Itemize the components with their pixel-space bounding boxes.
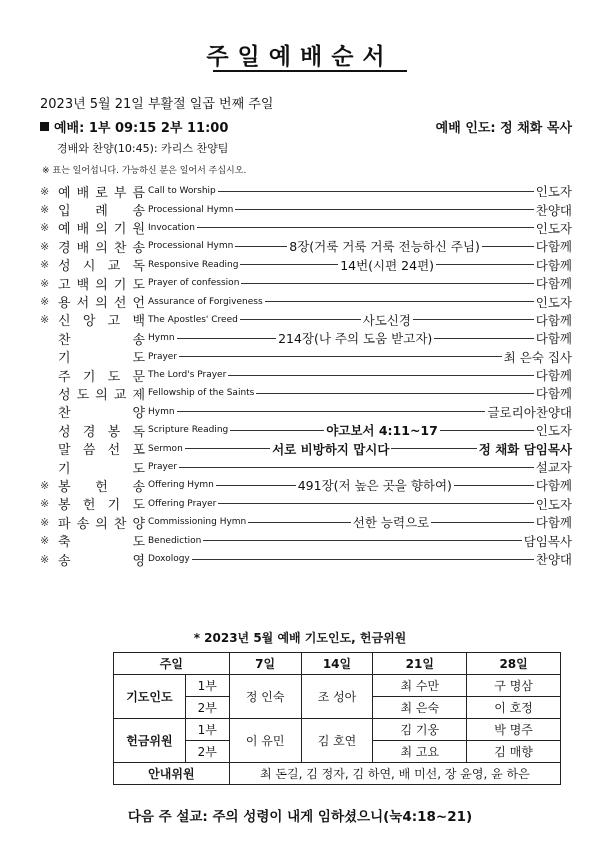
- item-responsible: 최 은숙 집사: [503, 349, 572, 365]
- standing-mark: ※: [40, 276, 50, 290]
- item-content: 214장(나 주의 도움 받고자): [278, 331, 433, 347]
- standing-mark: ※: [40, 313, 50, 327]
- order-row: [40, 531, 572, 549]
- item-responsible: 다함께: [535, 386, 572, 402]
- table-cell: 이 호정: [467, 697, 561, 719]
- order-row: [40, 403, 572, 421]
- item-responsible: 찬양대: [535, 552, 572, 567]
- order-row: [40, 200, 572, 218]
- order-row: [40, 182, 572, 200]
- leader-line: [218, 503, 533, 504]
- standing-mark: ※: [40, 203, 50, 217]
- item-content: 491장(저 높은 곳을 향하여): [297, 478, 452, 494]
- item-name: 성 시 교 독: [58, 259, 145, 275]
- order-row: [40, 495, 572, 513]
- item-name: 봉 헌 기 도: [58, 498, 145, 514]
- item-name: 축 도: [58, 535, 145, 551]
- item-responsible: 다함께: [535, 312, 573, 328]
- item-responsible: 찬양대: [535, 202, 572, 218]
- item-name: 말 씀 선 포: [58, 443, 145, 459]
- order-row: [40, 237, 572, 255]
- item-english: Commissioning Hymn: [148, 517, 247, 528]
- standing-mark: ※: [40, 497, 50, 511]
- item-name: 송 영: [58, 553, 145, 569]
- item-english: Offering Prayer: [148, 498, 217, 509]
- leader-line: [177, 411, 486, 412]
- item-english: The Apostles' Creed: [148, 314, 238, 325]
- header-cell: 7일: [229, 653, 301, 675]
- standing-mark: ※: [40, 221, 50, 235]
- item-name: 경 배 의 찬 송: [58, 240, 145, 256]
- header-cell: 28일: [467, 653, 561, 675]
- item-english: Responsive Reading: [148, 259, 239, 270]
- standing-mark: ※: [40, 184, 50, 198]
- item-english: Assurance of Forgiveness: [148, 296, 263, 307]
- item-responsible: 다함께: [535, 257, 572, 273]
- leader-line: [203, 540, 521, 541]
- item-english: Hymn: [148, 333, 175, 344]
- square-bullet-icon: [40, 122, 49, 131]
- leader-line: [440, 430, 534, 431]
- order-row: [40, 421, 572, 439]
- item-responsible: 정 채화 담임목사: [478, 441, 572, 457]
- service-label: 1부: [185, 719, 229, 741]
- order-row: [40, 476, 572, 494]
- schedule-title: * 2023년 5월 예배 기도인도, 헌금위원: [193, 631, 407, 645]
- leader-line: [218, 191, 534, 192]
- table-cell: 이 유민: [229, 719, 301, 763]
- page-title: 주일예배순서: [206, 44, 394, 70]
- item-english: Offering Hymn: [148, 480, 214, 491]
- header-cell: 주일: [114, 653, 230, 675]
- order-row: [40, 256, 572, 274]
- leader-line: [413, 319, 534, 320]
- table-cell: 김 매향: [467, 741, 561, 763]
- item-english: The Lord's Prayer: [148, 370, 227, 381]
- item-english: Hymn: [148, 406, 175, 417]
- item-english: Invocation: [148, 222, 195, 233]
- table-cell: 최 은숙: [373, 697, 467, 719]
- order-row: [40, 348, 572, 366]
- table-cell: 박 명주: [467, 719, 561, 741]
- leader-line: [248, 522, 351, 523]
- order-row: [40, 311, 572, 329]
- leader-line: [265, 301, 534, 302]
- table-cell: 최 수만: [373, 675, 467, 697]
- item-name: 기 도: [58, 351, 145, 367]
- leader-line: [482, 246, 534, 247]
- item-name: 찬 양: [58, 406, 145, 422]
- table-row: [114, 719, 561, 741]
- standing-mark: ※: [40, 534, 50, 548]
- item-english: Scripture Reading: [148, 425, 229, 436]
- leader-line: [436, 264, 534, 265]
- standing-note: ※ 표는 일어섭니다. 가능하신 분은 일어서 주십시오.: [42, 166, 247, 176]
- table-cell: 최 고요: [373, 741, 467, 763]
- item-name: 기 도: [58, 461, 145, 477]
- item-name: 예 배 의 기 원: [58, 222, 145, 238]
- item-responsible: 인도자: [535, 184, 572, 200]
- standing-mark: ※: [40, 478, 50, 492]
- praise-team: 경배와 찬양(10:45): 카리스 찬양팀: [57, 142, 229, 155]
- item-name: 예 배 로 부 름: [58, 185, 145, 201]
- item-responsible: 담임목사: [523, 533, 572, 549]
- item-english: Processional Hymn: [148, 241, 234, 252]
- order-row: [40, 384, 572, 402]
- item-content: 8장(거룩 거룩 거룩 전능하신 주님): [289, 239, 480, 255]
- standing-mark: ※: [40, 552, 50, 566]
- table-cell: 구 명삼: [467, 675, 561, 697]
- table-cell: 조 성아: [301, 675, 373, 719]
- item-name: 봉 헌 송: [58, 479, 145, 495]
- leader-line: [431, 522, 534, 523]
- item-english: Fellowship of the Saints: [148, 388, 255, 399]
- leader-line: [230, 430, 324, 431]
- item-content: 야고보서 4:11~17: [326, 423, 438, 439]
- table-row: [114, 675, 561, 697]
- standing-mark: ※: [40, 515, 50, 529]
- leader-line: [240, 264, 338, 265]
- item-english: Sermon: [148, 443, 183, 454]
- leader-line: [235, 209, 533, 210]
- item-content: 선한 능력으로: [352, 515, 430, 531]
- leader-line: [240, 319, 361, 320]
- table-cell: 정 인숙: [229, 675, 301, 719]
- item-responsible: 인도자: [535, 496, 572, 512]
- item-responsible: 다함께: [535, 515, 572, 531]
- table-row: [114, 653, 561, 675]
- schedule-table: [113, 652, 561, 785]
- item-english: Processional Hymn: [148, 204, 234, 215]
- date-line: 2023년 5월 21일 부활절 일곱 번째 주일: [40, 97, 274, 112]
- standing-mark: ※: [40, 258, 50, 272]
- order-row: [40, 219, 572, 237]
- item-responsible: 인도자: [535, 220, 572, 236]
- standing-mark: ※: [40, 239, 50, 253]
- item-name: 입 례 송: [58, 204, 145, 220]
- header-cell: 14일: [301, 653, 373, 675]
- header-cell: 21일: [373, 653, 467, 675]
- leader-line: [216, 485, 296, 486]
- order-of-worship: [40, 182, 572, 568]
- leader-line: [185, 448, 270, 449]
- ushers-label: 안내위원: [114, 763, 230, 785]
- item-responsible: 설교자: [535, 460, 572, 476]
- item-english: Doxology: [148, 554, 190, 564]
- item-responsible: 인도자: [535, 294, 572, 310]
- service-label: 1부: [185, 675, 229, 697]
- item-responsible: 글로리아찬양대: [487, 404, 572, 420]
- ushers-names: 최 돈길, 김 정자, 김 하연, 배 미선, 장 윤영, 윤 하은: [229, 763, 560, 785]
- standing-mark: ※: [40, 295, 50, 309]
- order-row: [40, 513, 572, 531]
- item-content: 서로 비방하지 맙시다: [272, 441, 390, 457]
- item-english: Prayer: [148, 351, 178, 362]
- order-row: [40, 366, 572, 384]
- prayer-leader-label: 기도인도: [114, 675, 186, 719]
- item-responsible: 다함께: [535, 276, 572, 292]
- service-times: [40, 117, 228, 136]
- order-row: [40, 274, 572, 292]
- item-name: 신 앙 고 백: [58, 314, 145, 330]
- leader-line: [235, 246, 287, 247]
- leader-line: [179, 356, 502, 357]
- leader-line: [391, 448, 476, 449]
- leader-line: [228, 375, 533, 376]
- leader-line: [256, 393, 533, 394]
- worship-leader: 예배 인도: 정 채화 목사: [435, 121, 572, 136]
- item-english: Prayer: [148, 462, 178, 473]
- table-row: [114, 763, 561, 785]
- leader-line: [434, 338, 533, 339]
- leader-line: [177, 338, 276, 339]
- leader-line: [179, 467, 534, 468]
- service-label: 2부: [185, 741, 229, 763]
- item-responsible: 다함께: [535, 478, 573, 494]
- item-name: 성 경 봉 독: [58, 424, 145, 440]
- table-cell: 김 호연: [301, 719, 373, 763]
- leader-line: [197, 227, 534, 228]
- item-name: 용 서 의 선 언: [58, 296, 145, 312]
- order-row: [40, 292, 572, 310]
- service-times-text: 예배: 1부 09:15 2부 11:00: [54, 121, 229, 136]
- item-name: 파 송 의 찬 양: [58, 516, 145, 532]
- item-responsible: 다함께: [535, 331, 572, 347]
- service-label: 2부: [185, 697, 229, 719]
- leader-line: [241, 283, 533, 284]
- order-row: [40, 439, 572, 457]
- item-english: Benediction: [148, 535, 202, 546]
- item-responsible: 다함께: [535, 239, 573, 255]
- offering-label: 헌금위원: [114, 719, 186, 763]
- item-responsible: 인도자: [535, 423, 573, 439]
- item-english: Prayer of confession: [148, 278, 240, 289]
- item-content: 14번(시편 24편): [340, 257, 435, 273]
- title-underline: [213, 70, 407, 72]
- order-row: [40, 550, 572, 568]
- leader-line: [454, 485, 534, 486]
- item-name: 찬 송: [58, 332, 145, 348]
- item-name: 주 기 도 문: [58, 369, 145, 385]
- leader-line: [192, 559, 534, 560]
- item-name: 고 백 의 기 도: [58, 277, 145, 293]
- next-sermon: 다음 주 설교: 주의 성령이 내게 임하셨으니(눅4:18~21): [127, 809, 473, 825]
- order-row: [40, 329, 572, 347]
- table-cell: 김 기웅: [373, 719, 467, 741]
- item-content: 사도신경: [362, 312, 411, 328]
- order-row: [40, 458, 572, 476]
- item-name: 성 도 의 교 제: [58, 388, 145, 403]
- item-english: Call to Worship: [148, 186, 216, 197]
- item-responsible: 다함께: [535, 368, 572, 384]
